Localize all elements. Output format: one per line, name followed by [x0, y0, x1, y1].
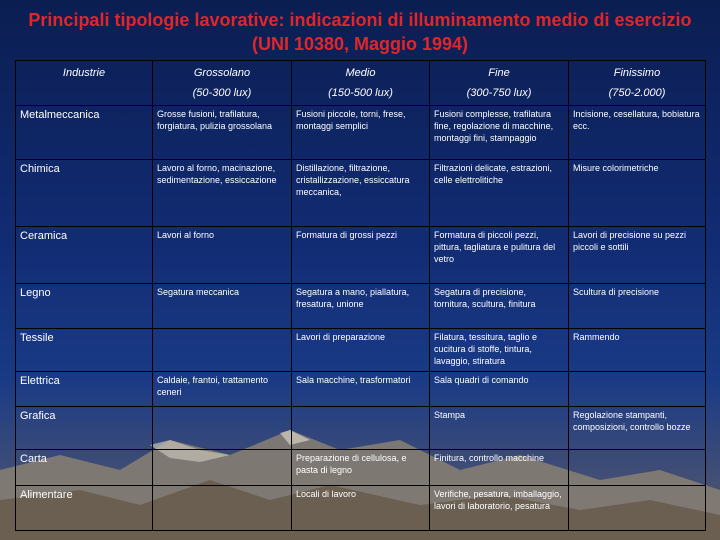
row-industry: Chimica — [16, 160, 153, 227]
table-cell: Regolazione stampanti, composizioni, controllo bozze — [569, 407, 706, 450]
table-cell: Rammendo — [569, 329, 706, 372]
row-industry: Ceramica — [16, 227, 153, 284]
table-cell: Lavoro al forno, macinazione, sedimentazione, essiccazione — [153, 160, 292, 227]
header-level-grossolano: Grossolano (50-300 lux) — [153, 61, 292, 106]
table-cell — [569, 486, 706, 531]
table-cell — [153, 329, 292, 372]
table-cell: Distillazione, filtrazione, cristallizzazione, essiccatura meccanica, — [292, 160, 430, 227]
table-cell: Locali di lavoro — [292, 486, 430, 531]
table-cell: Verifiche, pesatura, imballaggio, lavori di laboratorio, pesatura — [430, 486, 569, 531]
row-industry: Tessile — [16, 329, 153, 372]
row-industry: Carta — [16, 450, 153, 486]
table-cell: Sala quadri di comando — [430, 372, 569, 407]
table-row — [16, 160, 706, 227]
table-row — [16, 106, 706, 160]
row-industry: Grafica — [16, 407, 153, 450]
table-cell: Segatura di precisione, tornitura, scultura, finitura — [430, 284, 569, 329]
table-cell — [153, 486, 292, 531]
header-level-finissimo: Finissimo (750-2.000) — [569, 61, 706, 106]
table-cell: Incisione, cesellatura, bobiatura ecc. — [569, 106, 706, 160]
header-level-medio: Medio (150-500 lux) — [292, 61, 430, 106]
table-row — [16, 486, 706, 531]
header-industry: Industrie — [16, 61, 153, 106]
table-cell: Fusioni piccole, torni, frese, montaggi semplici — [292, 106, 430, 160]
table-cell — [153, 407, 292, 450]
row-industry: Elettrica — [16, 372, 153, 407]
row-industry: Alimentare — [16, 486, 153, 531]
table-cell — [153, 450, 292, 486]
table-cell: Caldaie, frantoi, trattamento ceneri — [153, 372, 292, 407]
table-cell: Preparazione di cellulosa, e pasta di legno — [292, 450, 430, 486]
table-row — [16, 407, 706, 450]
table-row — [16, 329, 706, 372]
table-cell: Filtrazioni delicate, estrazioni, celle elettrolitiche — [430, 160, 569, 227]
table-row — [16, 372, 706, 407]
table-cell: Lavori di preparazione — [292, 329, 430, 372]
table-row — [16, 284, 706, 329]
table-row — [16, 227, 706, 284]
table-cell: Lavori al forno — [153, 227, 292, 284]
table-cell: Formatura di grossi pezzi — [292, 227, 430, 284]
table-cell: Sala macchine, trasformatori — [292, 372, 430, 407]
header-level-fine: Fine (300-750 lux) — [430, 61, 569, 106]
table-cell: Filatura, tessitura, taglio e cucitura di stoffe, tintura, lavaggio, stiratura — [430, 329, 569, 372]
table-cell — [292, 407, 430, 450]
row-industry: Metalmeccanica — [16, 106, 153, 160]
slide-title: Principali tipologie lavorative: indicazioni di illuminamento medio di esercizio (UNI 10380, Maggio 1994) — [28, 10, 692, 54]
table-cell — [569, 450, 706, 486]
table-cell — [569, 372, 706, 407]
table-cell: Scultura di precisione — [569, 284, 706, 329]
table-cell: Finitura, controllo macchine — [430, 450, 569, 486]
header-row — [16, 61, 706, 106]
row-industry: Legno — [16, 284, 153, 329]
table-cell: Segatura meccanica — [153, 284, 292, 329]
illumination-table — [15, 60, 706, 531]
table-cell: Misure colorimetriche — [569, 160, 706, 227]
table-cell: Lavori di precisione su pezzi piccoli e sottili — [569, 227, 706, 284]
table-row — [16, 450, 706, 486]
table-cell: Fusioni complesse, trafilatura fine, regolazione di macchine, montaggi fini, stampaggio — [430, 106, 569, 160]
table-cell: Formatura di piccoli pezzi, pittura, tagliatura e pulitura del vetro — [430, 227, 569, 284]
table-cell: Grosse fusioni, trafilatura, forgiatura, pulizia grossolana — [153, 106, 292, 160]
table-cell: Stampa — [430, 407, 569, 450]
table-cell: Segatura a mano, piallatura, fresatura, unione — [292, 284, 430, 329]
